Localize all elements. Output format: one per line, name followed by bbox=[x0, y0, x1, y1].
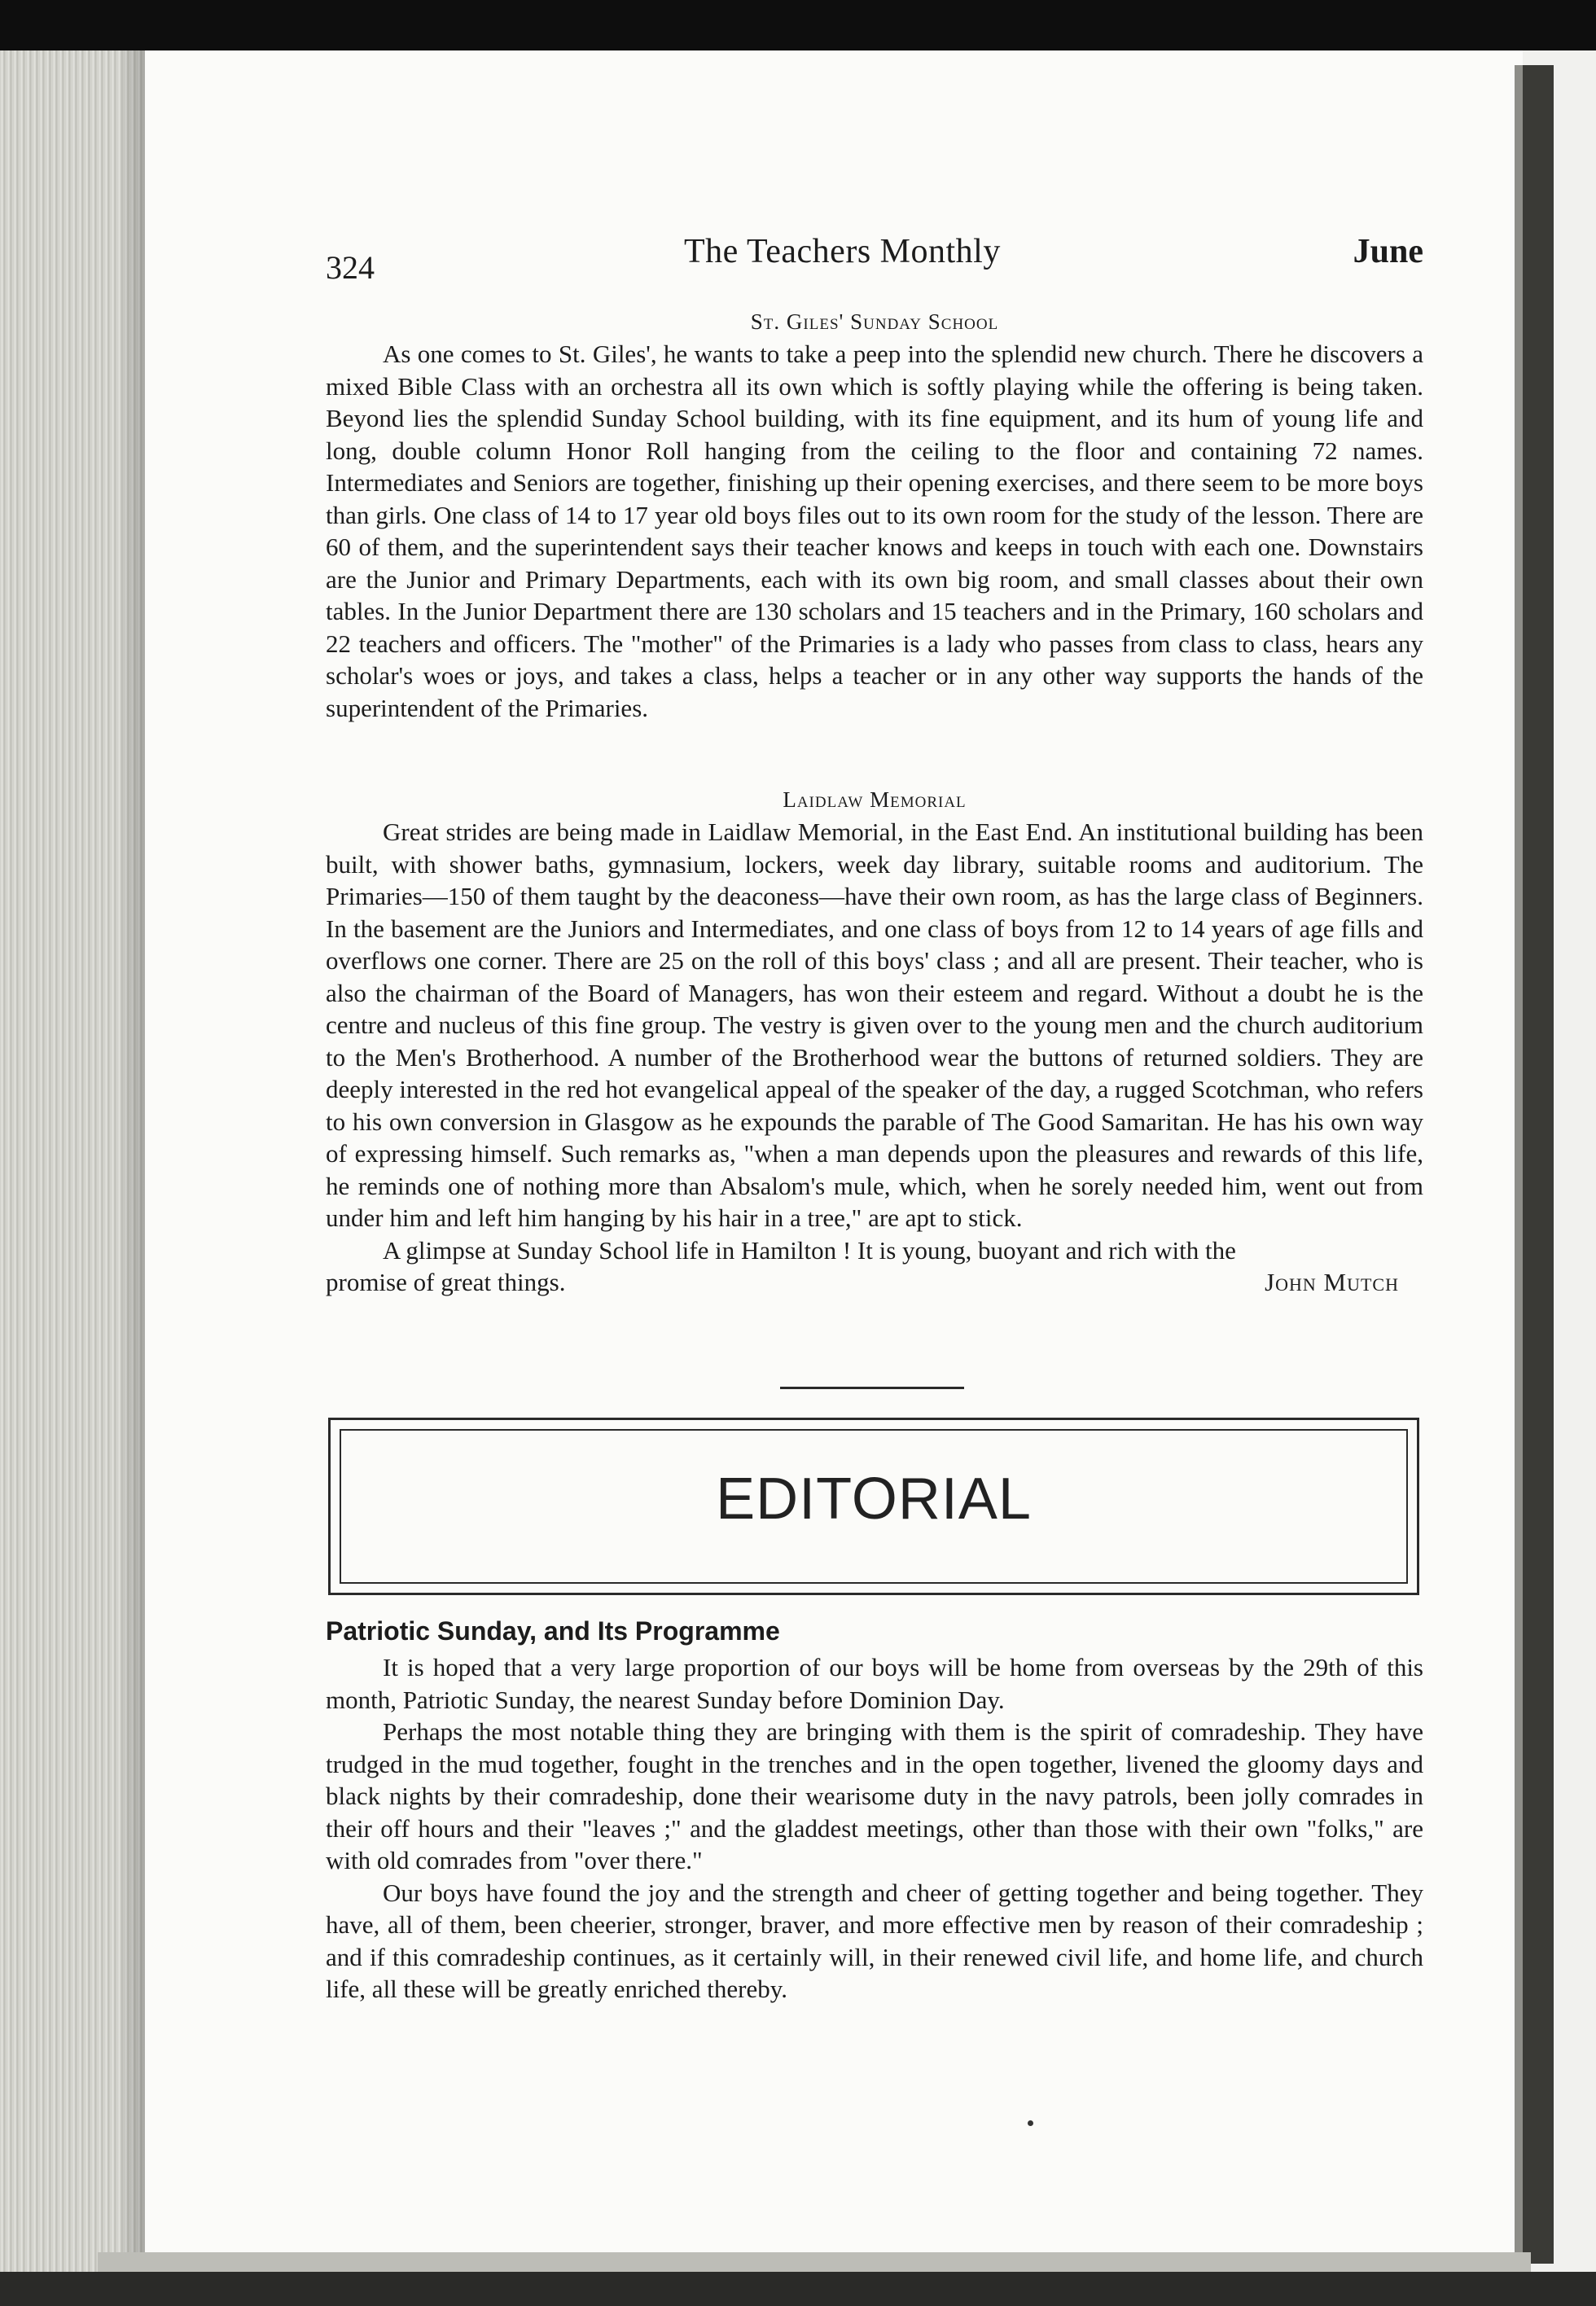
scan-speck bbox=[1028, 2120, 1033, 2126]
closing-line: A glimpse at Sunday School life in Hamilton ! It is young, buoyant and rich with the bbox=[383, 1235, 1236, 1265]
running-head bbox=[326, 232, 1423, 286]
editorial-article bbox=[326, 1616, 1423, 2006]
section-divider-rule bbox=[780, 1387, 964, 1389]
author-signature: John Mutch bbox=[1265, 1268, 1399, 1296]
article-title: Patriotic Sunday, and Its Programme bbox=[326, 1616, 780, 1646]
editorial-banner-title: EDITORIAL bbox=[716, 1466, 1032, 1532]
signoff-line bbox=[326, 1266, 1423, 1299]
right-book-cover bbox=[1523, 65, 1554, 2264]
editorial-banner bbox=[328, 1418, 1419, 1595]
scan-top-border bbox=[0, 0, 1596, 50]
closing-line-end: promise of great things. bbox=[326, 1268, 566, 1296]
laidlaw-paragraph: Great strides are being made in Laidlaw Memorial, in the East End. An institutional building has been built, with shower baths, gymnasium, lockers, week day library, suitable rooms and auditorium. The Primaries—150 of them taught by the deaconess—have their own room, as has the large class of Beginners. In the basement are the Juniors and Intermediates, and one class of boys from 12 to 14 years of age fills and overflows one corner. There are 25 on the roll of this boys' class ; and all are present. Their teacher, who is also the chairman of the Board of Managers, has won their esteem and regard. Without a doubt he is the centre and nucleus of this fine group. The vestry is given over to the young men and the church auditorium to the Men's Brotherhood. A number of the Brotherhood wear the buttons of returned soldiers. They are deeply interested in the red hot evangelical appeal of the speaker of the day, a rugged Scotchman, who refers to his own conversion in Glasgow as he expounds the parable of The Good Samaritan. He has his own way of expressing himself. Such remarks as, "when a man depends upon the pleasures and rewards of this life, he reminds one of nothing more than Absalom's mule, which, when he sorely needed him, went out from under him and left him hanging by his hair in a tree," are apt to stick. bbox=[326, 818, 1423, 1232]
editorial-paragraph-3: Our boys have found the joy and the strength and cheer of getting together and being together. They have, all of them, been cheerier, stronger, braver, and more effective men by reason of their comradeship ; and if this comradeship continues, as it certainly will, in their renewed civil life, and home life, and church life, all these will be greatly enriched thereby. bbox=[326, 1878, 1423, 2003]
laidlaw-section bbox=[326, 787, 1423, 1299]
issue-month: June bbox=[1353, 233, 1423, 270]
st-giles-paragraph: As one comes to St. Giles', he wants to take a peep into the splendid new church. There he discovers a mixed Bible Class with an orchestra all its own which is softly playing while the offering is being taken. Beyond lies the splendid Sunday School building, with its fine equipment, and its hum of young life and long, double column Honor Roll hanging from the ceiling to the floor and containing 72 names. Intermediates and Seniors are together, finishing up their opening exercises, and there seem to be more boys than girls. One class of 14 to 17 year old boys files out to its own room for the study of the lesson. There are 60 of them, and the superintendent says their teacher knows and keeps in touch with each one. Downstairs are the Junior and Primary Departments, each with its own big room, and small classes about their own tables. In the Junior Department there are 130 scholars and 15 teachers and in the Primary, 160 scholars and 22 teachers and officers. The "mother" of the Primaries is a lady who passes from class to class, hears any scholar's woes or joys, and takes a class, helps a teacher or in any other way supports the hands of the superintendent of the Primaries. bbox=[326, 340, 1423, 722]
journal-title: The Teachers Monthly bbox=[684, 233, 1001, 270]
editorial-paragraph-1: It is hoped that a very large proportion of our boys will be home from overseas by the 29th of this month, Patriotic Sunday, the nearest Sunday before Dominion Day. bbox=[326, 1653, 1423, 1714]
section-heading-st-giles: St. Giles' Sunday School bbox=[750, 309, 999, 334]
page-number: 324 bbox=[326, 249, 375, 286]
scan-bottom-border bbox=[0, 2272, 1596, 2306]
section-heading-laidlaw: Laidlaw Memorial bbox=[783, 787, 967, 812]
gutter-shadow bbox=[122, 50, 147, 2306]
editorial-paragraph-2: Perhaps the most notable thing they are bringing with them is the spirit of comradeship. They have trudged in the mud together, fought in the trenches and in the open together, livened the gloomy days and black nights by their comradeship, done their wearisome duty in the navy patrols, been jolly comrades in their off hours and their "leaves ;" and the gladdest meetings, other than those with their own "folks," are with old comrades from "over there." bbox=[326, 1717, 1423, 1874]
page-bottom-edge bbox=[98, 2252, 1531, 2272]
st-giles-section bbox=[326, 309, 1423, 724]
